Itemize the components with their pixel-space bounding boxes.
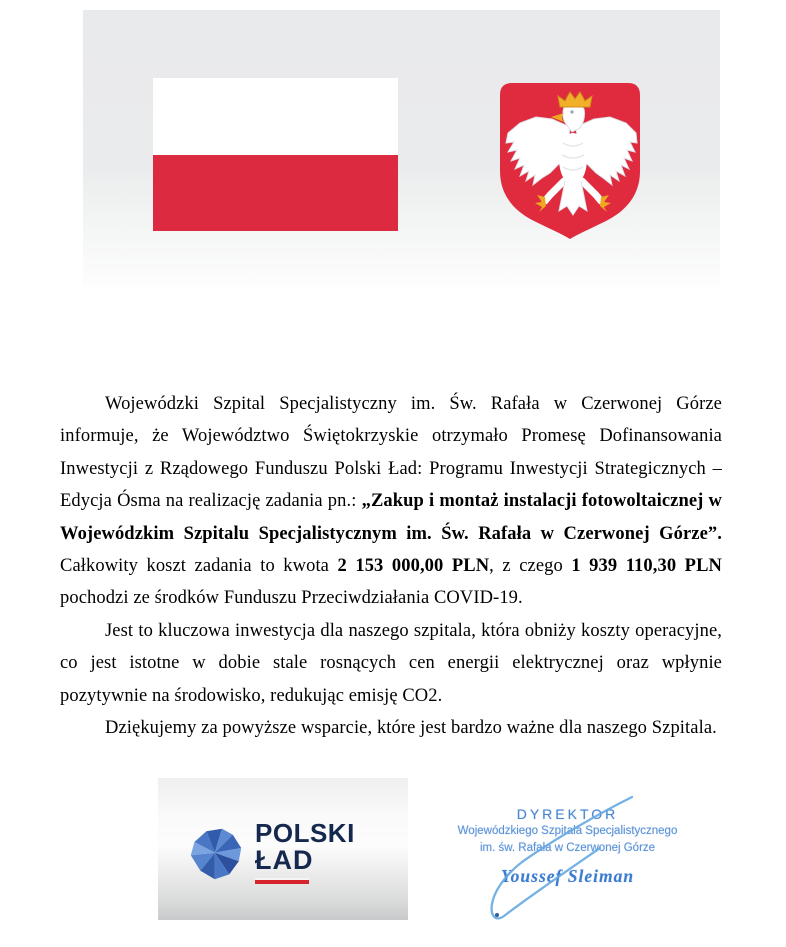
polski-lad-wordmark bbox=[255, 820, 355, 884]
announcement-text: Wojewódzki Szpital Specjalistyczny im. Św. Rafała w Czerwonej Górze informuje, że Województwo Świętokrzyskie otrzymało Promesę Dofinansowania Inwestycji z Rządowego Funduszu Polski Ład: Programu Inwestycji Strategicznych – Edycja Ósma na realizację zadania pn.: bbox=[60, 394, 722, 512]
polish-flag-icon bbox=[153, 78, 398, 231]
paragraph-investment-benefits: Jest to kluczowa inwestycja dla naszego szpitala, która obniży koszty operacyjne, co jest istotne w dobie stale rosnących cen energii elektrycznej oraz wpłynie pozytywnie na środowisko, redukując emisję CO2. bbox=[60, 620, 722, 706]
poland-map-icon bbox=[186, 824, 246, 884]
national-symbols-banner bbox=[83, 10, 720, 287]
flag-red-stripe bbox=[153, 155, 398, 232]
cost-intro-text: Całkowity koszt zadania to kwota bbox=[60, 556, 338, 577]
flag-white-stripe bbox=[153, 78, 398, 155]
handwritten-signature-swoosh-icon bbox=[470, 792, 660, 932]
director-name: Youssef Sleiman bbox=[500, 866, 635, 886]
paragraph-announcement bbox=[60, 388, 722, 615]
total-cost-amount: 2 153 000,00 PLN bbox=[337, 556, 490, 577]
polish-eagle-coat-of-arms-icon bbox=[500, 83, 640, 240]
stamp-org-line2: im. św. Rafała w Czerwonej Górze bbox=[479, 841, 656, 854]
logo-flag-underline bbox=[255, 878, 309, 884]
logo-word-polski: POLSKI bbox=[255, 818, 355, 848]
paragraph-thanks: Dziękujemy za powyższe wsparcie, które jest bardzo ważne dla naszego Szpitala. bbox=[105, 718, 717, 739]
logo-word-lad: ŁAD bbox=[255, 845, 314, 875]
project-title-bold: „Zakup i montaż instalacji fotowoltaicznej w Wojewódzkim Szpitalu Specjalistycznym im. Św. Rafała w Czerwonej Górze”. bbox=[60, 491, 723, 544]
covid-fund-amount: 1 939 110,30 PLN bbox=[571, 556, 722, 577]
polski-lad-logo bbox=[158, 778, 408, 920]
stamp-org-line1: Wojewódzkiego Szpitala Specjalistycznego bbox=[457, 825, 678, 837]
letter-body bbox=[60, 388, 722, 744]
stamp-title: DYREKTOR bbox=[516, 806, 619, 822]
cost-connector-text: , z czego bbox=[489, 556, 572, 577]
funding-source-text: pochodzi ze środków Funduszu Przeciwdziałania COVID-19. bbox=[60, 588, 523, 609]
